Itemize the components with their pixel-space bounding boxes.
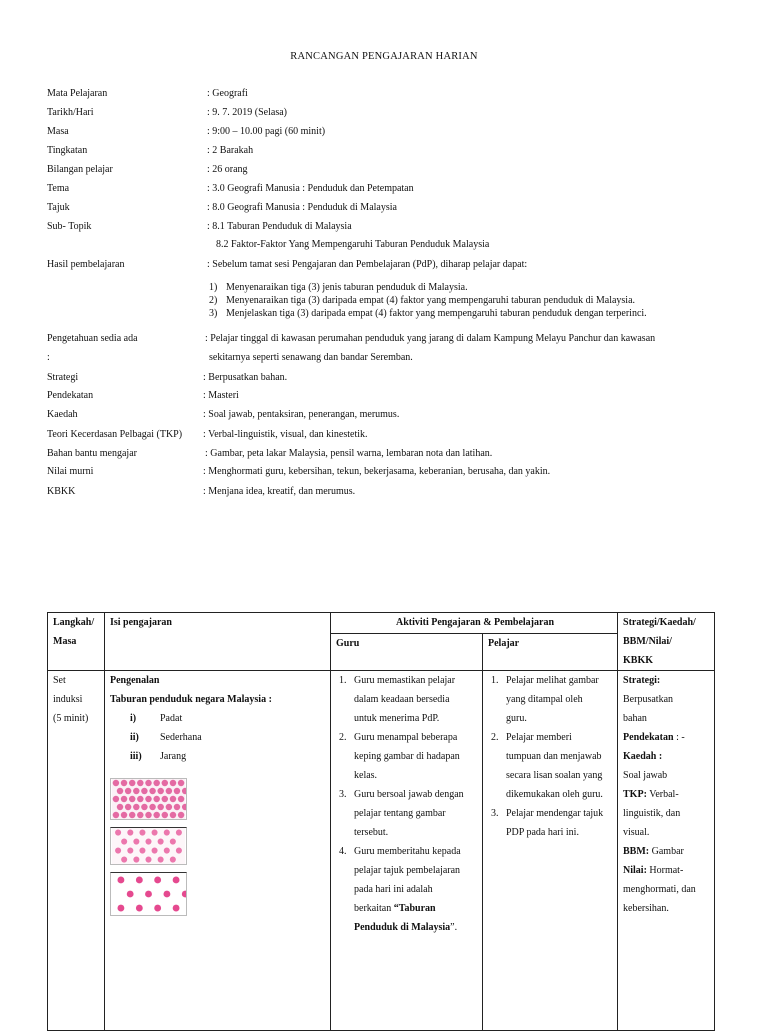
- pattern-dot: [129, 796, 135, 802]
- info-value-date: : 9. 7. 2019 (Selasa): [207, 107, 287, 118]
- category-label: Jarang: [160, 751, 187, 762]
- activity-line: Guru bersoal jawab dengan: [354, 789, 464, 800]
- pattern-dot: [121, 839, 127, 845]
- teacher-activity: [336, 842, 479, 937]
- info-label-kbkk: KBKK: [47, 486, 76, 497]
- teacher-activity: [336, 728, 479, 785]
- info-label-approach: Pendekatan: [47, 390, 94, 401]
- info-value-method: : Soal jawab, pentaksiran, penerangan, merumus.: [203, 409, 400, 420]
- info-value-prior-knowledge-2: sekitarnya seperti senawang dan bandar Seremban.: [209, 352, 413, 363]
- pattern-dot: [136, 877, 143, 884]
- activity-line: Guru menampal beberapa: [354, 732, 458, 743]
- teacher-activity: [336, 785, 479, 842]
- pattern-dot: [121, 780, 127, 786]
- category-item: [110, 709, 327, 728]
- student-activity: [488, 728, 614, 804]
- category-number: i): [130, 713, 137, 724]
- teacher-activity: [336, 671, 479, 728]
- activity-line: dalam keadaan bersedia: [354, 694, 450, 705]
- outcome-number: 3): [209, 308, 218, 319]
- pattern-dot: [113, 796, 119, 802]
- activity-line: kelas.: [354, 770, 378, 781]
- activity-line: Pelajar melihat gambar: [506, 675, 599, 686]
- pattern-dot: [145, 780, 151, 786]
- bbm-label: BBM:: [623, 846, 650, 857]
- values-label: Nilai:: [623, 865, 647, 876]
- pattern-dot: [173, 877, 180, 884]
- activity-topic-bold: “Taburan: [393, 903, 436, 914]
- category-label: Sederhana: [160, 732, 202, 743]
- pattern-dot: [170, 857, 176, 863]
- info-label-time: Masa: [47, 126, 69, 137]
- pattern-dot: [153, 780, 159, 786]
- pattern-dot: [127, 848, 133, 854]
- approach-line: [623, 728, 711, 747]
- pattern-dot: [170, 796, 176, 802]
- pattern-dot: [178, 780, 184, 786]
- teacher-activities: [336, 671, 479, 937]
- info-value-outcomes: : Sebelum tamat sesi Pengajaran dan Pembelajaran (PdP), diharap pelajar dapat:: [207, 259, 528, 270]
- pattern-dot: [152, 848, 158, 854]
- info-value-multiple-intelligence: : Verbal-linguistik, visual, dan kinestetik.: [203, 429, 368, 440]
- step-line: Set: [53, 675, 66, 686]
- info-label-colon: :: [47, 352, 50, 363]
- info-label-students: Bilangan pelajar: [47, 164, 113, 175]
- info-label-values: Nilai murni: [47, 466, 94, 477]
- pattern-dot: [149, 804, 155, 810]
- activity-line: Pelajar memberi: [506, 732, 572, 743]
- header-activities: Aktiviti Pengajaran & Pembelajaran: [331, 613, 618, 634]
- pattern-dot: [137, 796, 143, 802]
- tkp-value: linguistik, dan: [623, 808, 681, 819]
- bbm-line: [623, 842, 711, 861]
- step-line: (5 minit): [53, 713, 89, 724]
- header-content: Isi pengajaran: [105, 613, 331, 671]
- outcome-item: [209, 282, 468, 293]
- medium-dots-image: [110, 827, 187, 865]
- pattern-dot: [162, 780, 168, 786]
- activity-number: 3.: [491, 808, 499, 819]
- cell-step: [48, 671, 105, 1031]
- pattern-dot: [121, 812, 127, 818]
- header-step-line: Masa: [53, 636, 77, 647]
- activity-line: pada hari ini adalah: [354, 884, 433, 895]
- pattern-dot: [178, 796, 184, 802]
- activity-line: dikemukakan oleh guru.: [506, 789, 603, 800]
- pattern-dot: [141, 788, 147, 794]
- header-step-line: Langkah/: [53, 617, 95, 628]
- values-value: Hormat-: [646, 865, 684, 876]
- pattern-dot: [121, 857, 127, 863]
- activity-line: tersebut.: [354, 827, 389, 838]
- pattern-dot: [113, 812, 119, 818]
- outcome-number: 1): [209, 282, 218, 293]
- pattern-dot: [178, 812, 184, 818]
- category-label: Padat: [160, 713, 183, 724]
- activity-number: 2.: [491, 732, 499, 743]
- activity-line: guru.: [506, 713, 527, 724]
- pattern-dot: [133, 839, 139, 845]
- info-value-strategy: : Berpusatkan bahan.: [203, 372, 288, 383]
- info-value-students: : 26 orang: [207, 164, 248, 175]
- pattern-dot: [117, 905, 124, 912]
- activity-line: yang ditampal oleh: [506, 694, 583, 705]
- pattern-dot: [176, 830, 182, 836]
- pattern-dot: [164, 830, 170, 836]
- category-item: [110, 728, 327, 747]
- pattern-dot: [133, 788, 139, 794]
- approach-value: : -: [673, 732, 685, 743]
- header-teacher: Guru: [331, 633, 483, 670]
- pattern-dot: [145, 812, 151, 818]
- activity-line: pelajar tajuk pembelajaran: [354, 865, 461, 876]
- pattern-dot: [149, 788, 155, 794]
- pattern-dot: [153, 796, 159, 802]
- activity-number: 1.: [339, 675, 347, 686]
- pattern-dot: [170, 839, 176, 845]
- sparse-dots-image: [110, 872, 187, 916]
- pattern-dot: [157, 804, 163, 810]
- activity-line: Guru memberitahu kepada: [354, 846, 461, 857]
- content-subtitle: Taburan penduduk negara Malaysia :: [110, 694, 272, 705]
- cell-teacher: [331, 671, 483, 1031]
- pattern-dot: [125, 804, 131, 810]
- pattern-dot: [129, 780, 135, 786]
- info-value-subject: : Geografi: [207, 88, 248, 99]
- info-label-method: Kaedah: [47, 409, 78, 420]
- pattern-dot: [117, 804, 123, 810]
- lesson-plan-table: [47, 612, 715, 1031]
- pattern-dot: [145, 839, 151, 845]
- activity-line: tumpuan dan menjawab: [506, 751, 602, 762]
- pattern-dot: [141, 804, 147, 810]
- pattern-dot: [137, 780, 143, 786]
- activity-number: 1.: [491, 675, 499, 686]
- activity-line: keping gambar di hadapan: [354, 751, 460, 762]
- activity-line: pelajar tentang gambar: [354, 808, 446, 819]
- header-student: Pelajar: [483, 633, 618, 670]
- activity-line: Pelajar mendengar tajuk: [506, 808, 604, 819]
- pattern-dot: [174, 788, 180, 794]
- pattern-dot: [158, 839, 164, 845]
- values-line: [623, 861, 711, 880]
- info-label-form: Tingkatan: [47, 145, 88, 156]
- info-value-form: : 2 Barakah: [207, 145, 254, 156]
- table-header-row: [48, 613, 715, 634]
- category-item: [110, 747, 327, 766]
- pattern-dot: [154, 905, 161, 912]
- info-label-subject: Mata Pelajaran: [47, 88, 108, 99]
- pattern-dot: [129, 812, 135, 818]
- pattern-dot: [163, 891, 170, 898]
- info-label-theme: Tema: [47, 183, 70, 194]
- info-label-outcomes: Hasil pembelajaran: [47, 259, 125, 270]
- pattern-dot: [115, 830, 121, 836]
- pattern-dot: [152, 830, 158, 836]
- strategy-label: Strategi:: [623, 675, 661, 686]
- pattern-dot: [133, 804, 139, 810]
- pattern-dot: [113, 780, 119, 786]
- info-label-teaching-aids: Bahan bantu mengajar: [47, 448, 137, 459]
- values-value: kebersihan.: [623, 903, 669, 914]
- pattern-dot: [136, 905, 143, 912]
- strategy-value: Berpusatkan: [623, 694, 674, 705]
- outcome-number: 2): [209, 295, 218, 306]
- step-line: induksi: [53, 694, 83, 705]
- dense-dots-image: [110, 778, 187, 820]
- pattern-dot: [170, 812, 176, 818]
- pattern-dot: [153, 812, 159, 818]
- pattern-dot: [154, 877, 161, 884]
- header-strategy-line: BBM/Nilai/: [623, 636, 672, 647]
- pattern-dot: [115, 848, 121, 854]
- outcome-text: Menyenaraikan tiga (3) jenis taburan penduduk di Malaysia.: [226, 282, 468, 293]
- pattern-dot: [127, 891, 134, 898]
- info-label-topic: Tajuk: [47, 202, 70, 213]
- content-title: Pengenalan: [110, 675, 160, 686]
- info-label-subtopic: Sub- Topik: [47, 221, 92, 232]
- cell-content: [105, 671, 331, 1031]
- student-activities: [488, 671, 614, 842]
- pattern-dot: [170, 780, 176, 786]
- density-images: [110, 778, 187, 923]
- student-activity: [488, 671, 614, 728]
- header-strategy: [618, 613, 715, 671]
- info-value-approach: : Masteri: [203, 390, 239, 401]
- info-value-subtopic-2: 8.2 Faktor-Faktor Yang Mempengaruhi Taburan Penduduk Malaysia: [216, 239, 490, 250]
- activity-text: berkaitan: [354, 903, 394, 914]
- tkp-value: Verbal-: [646, 789, 679, 800]
- pattern-dot: [145, 857, 151, 863]
- pattern-dot: [164, 848, 170, 854]
- strategy-value: bahan: [623, 713, 647, 724]
- method-value: Soal jawab: [623, 770, 668, 781]
- method-label: Kaedah :: [623, 751, 663, 762]
- info-value-kbkk: : Menjana idea, kreatif, dan merumus.: [203, 486, 356, 497]
- activity-text: ”.: [450, 922, 458, 933]
- activity-line: [354, 918, 479, 937]
- activity-number: 3.: [339, 789, 347, 800]
- info-label-multiple-intelligence: Teori Kecerdasan Pelbagai (TKP): [47, 429, 183, 440]
- info-value-subtopic: : 8.1 Taburan Penduduk di Malaysia: [207, 221, 352, 232]
- info-value-prior-knowledge: : Pelajar tinggal di kawasan perumahan penduduk yang jarang di dalam Kampung Melayu Panchur dan kawasan: [205, 333, 656, 344]
- pattern-dot: [117, 877, 124, 884]
- info-value-theme: : 3.0 Geografi Manusia : Penduduk dan Petempatan: [207, 183, 414, 194]
- activity-topic-bold: Penduduk di Malaysia: [354, 922, 451, 933]
- category-number: iii): [130, 751, 142, 762]
- tkp-line: [623, 785, 711, 804]
- category-number: ii): [130, 732, 139, 743]
- outcome-text: Menyenaraikan tiga (3) daripada empat (4) faktor yang mempengaruhi taburan penduduk di Malaysia.: [226, 295, 636, 306]
- pattern-dot: [157, 788, 163, 794]
- info-label-prior-knowledge: Pengetahuan sedia ada: [47, 333, 138, 344]
- pattern-dot: [162, 812, 168, 818]
- activity-line: untuk menerima PdP.: [354, 713, 440, 724]
- outcome-text: Menjelaskan tiga (3) daripada empat (4) faktor yang mempengaruhi taburan penduduk dengan terperinci.: [226, 308, 647, 319]
- pattern-dot: [176, 848, 182, 854]
- info-value-topic: : 8.0 Geografi Manusia : Penduduk di Malaysia: [207, 202, 397, 213]
- pattern-dot: [166, 788, 172, 794]
- activity-line: PDP pada hari ini.: [506, 827, 579, 838]
- info-label-date: Tarikh/Hari: [47, 107, 94, 118]
- outcome-item: [209, 308, 647, 319]
- tkp-value: visual.: [623, 827, 650, 838]
- cell-strategy: [618, 671, 715, 1031]
- pattern-dot: [145, 796, 151, 802]
- pattern-dot: [117, 788, 123, 794]
- pattern-dot: [139, 830, 145, 836]
- document-title: RANCANGAN PENGAJARAN HARIAN: [290, 51, 478, 62]
- info-value-teaching-aids: : Gambar, peta lakar Malaysia, pensil warna, lembaran nota dan latihan.: [205, 448, 493, 459]
- pattern-dot: [174, 804, 180, 810]
- header-strategy-line: KBKK: [623, 655, 654, 666]
- pattern-dot: [158, 857, 164, 863]
- activity-line: secara lisan soalan yang: [506, 770, 603, 781]
- pattern-dot: [125, 788, 131, 794]
- pattern-dot: [139, 848, 145, 854]
- student-activity: [488, 804, 614, 842]
- pattern-dot: [173, 905, 180, 912]
- info-value-values: : Menghormati guru, kebersihan, tekun, bekerjasama, keberanian, berusaha, dan yakin.: [203, 466, 551, 477]
- activity-number: 4.: [339, 846, 347, 857]
- info-value-time: : 9:00 – 10.00 pagi (60 minit): [207, 126, 326, 137]
- cell-student: [483, 671, 618, 1031]
- values-value: menghormati, dan: [623, 884, 696, 895]
- pattern-dot: [133, 857, 139, 863]
- pattern-dot: [121, 796, 127, 802]
- bbm-value: Gambar: [649, 846, 684, 857]
- pattern-dot: [162, 796, 168, 802]
- header-strategy-line: Strategi/Kaedah/: [623, 617, 696, 628]
- info-label-strategy: Strategi: [47, 372, 79, 383]
- pattern-dot: [127, 830, 133, 836]
- activity-line: [354, 899, 479, 918]
- pattern-dot: [137, 812, 143, 818]
- outcome-item: [209, 295, 635, 306]
- pattern-dot: [145, 891, 152, 898]
- tkp-label: TKP:: [623, 789, 647, 800]
- activity-number: 2.: [339, 732, 347, 743]
- pattern-dot: [166, 804, 172, 810]
- activity-line: Guru memastikan pelajar: [354, 675, 456, 686]
- header-step: [48, 613, 105, 671]
- table-row: [48, 671, 715, 1031]
- approach-label: Pendekatan: [623, 732, 674, 743]
